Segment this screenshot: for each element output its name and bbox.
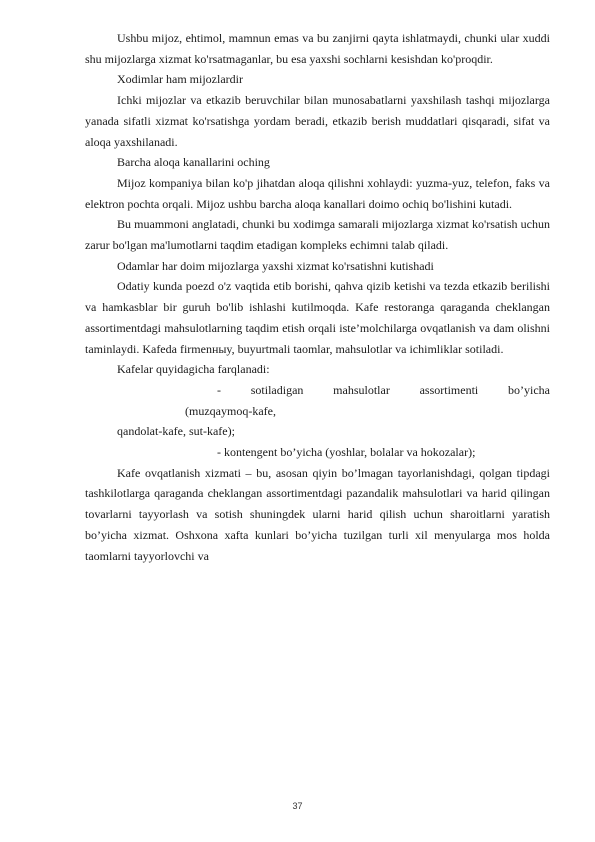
paragraph-cafe-description: Odatiy kunda poezd o'z vaqtida etib borishi, qahva qizib ketishi va tezda etkazib berilishi va hamkasblar bir guruh bo'lib ishlashi kutilmoqda. Kafe restoranga qaraganda cheklangan assortimentdagi mahsulotlarning taqdim etish orqali iste’molchilarga ovqatlanish va dam olishni taminlaydi. Kafeda firmenныy, buyurtmali taomlar, mahsulotlar va ichimliklar sotiladi. — [85, 279, 550, 356]
list-item-assortment-end: qandolat-kafe, sut-kafe); — [117, 424, 235, 439]
paragraph-cafe-types-intro: Kafelar quyidagicha farqlanadi: — [117, 362, 270, 377]
paragraph-complex-solution: Bu muammoni anglatadi, chunki bu xodimga samarali mijozlarga xizmat ko'rsatish uchun zarur bo'lgan ma'lumotlarni taqdim etadigan kompleks echimni talab qiladi. — [85, 217, 550, 253]
heading-people-expect-good-service: Odamlar har doim mijozlarga yaxshi xizmat ko'rsatishni kutishadi — [117, 258, 434, 273]
heading-employees-are-customers: Xodimlar ham mijozlardir — [117, 72, 243, 87]
list-item-assortment-cont: (muzqaymoq-kafe, — [185, 403, 276, 418]
paragraph-customer-dissatisfied: Ushbu mijoz, ehtimol, mamnun emas va bu zanjirni qayta ishlatmaydi, chunki ular xuddi shu mijozlarga xizmat ko'rsatmaganlar, bu esa yaxshi sochlarni kesishdan ko'proqdir. — [85, 31, 550, 66]
list-item-contingent: - kontengent bo’yicha (yoshlar, bolalar va hokozalar); — [217, 445, 476, 460]
paragraph-internal-customers: Ichki mijozlar va etkazib beruvchilar bilan munosabatlarni yaxshilash tashqi mijozlarga yanada sifatli xizmat ko'rsatishga yordam beradi, etkazib berish muddatlari qisqaradi, sifat va aloqa yaxshilanadi. — [85, 93, 550, 149]
paragraph-cafe-service: Kafe ovqatlanish xizmati – bu, asosan qiyin bo’lmagan tayorlanishdagi, qolgan tipdagi tashkilotlarga qaraganda cheklangan assortimentdagi pazandalik mahsulotlari va harid qilingan tovarlarni tayyorlash va sotish shuningdek ularni harid qilish uchun sharoitlarni yaratish bo’yicha xizmat. Oshxona xafta kunlari bo’yicha tuzilgan turli xil menyularga mos holda taomlarni tayyorlovchi va — [85, 465, 550, 563]
document-page — [85, 28, 550, 566]
list-item-assortment: - sotiladigan mahsulotlar assortimenti bo’yicha — [217, 382, 550, 397]
paragraph-communication-channels: Mijoz kompaniya bilan ko'p jihatdan aloqa qilishni xohlaydi: yuzma-yuz, telefon, faks va elektron pochta orqali. Mijoz ushbu barcha aloqa kanallari doimo ochiq bo'lishini kutadi. — [85, 175, 550, 211]
page-number: 37 — [292, 801, 303, 811]
heading-open-all-channels: Barcha aloqa kanallarini oching — [117, 155, 270, 170]
